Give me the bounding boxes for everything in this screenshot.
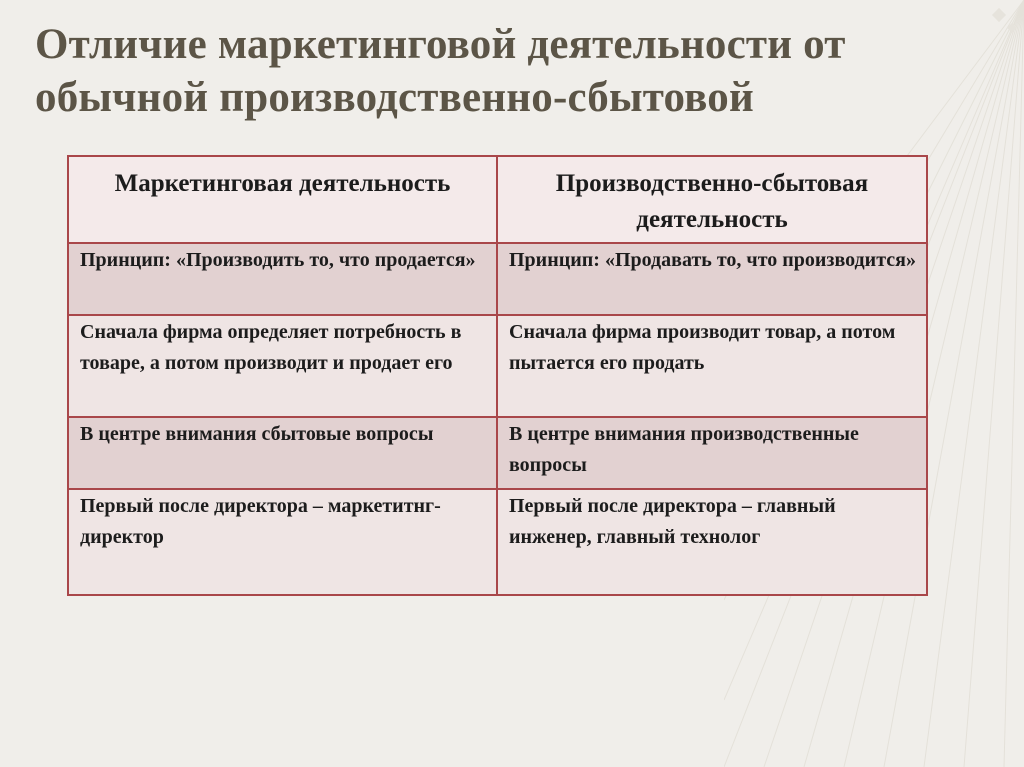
cell-sequence-production: Сначала фирма производит товар, а потом пытается его продать [497, 315, 927, 417]
cell-principle-production: Принцип: «Продавать то, что производится» [497, 243, 927, 315]
slide-title-line-1: Отличие маркетинговой деятельности от [35, 21, 846, 68]
cell-focus-marketing: В центре внимания сбытовые вопросы [68, 417, 497, 489]
slide-title-line-2: обычной производственно-сбытовой [35, 74, 754, 121]
table-row-leader [68, 489, 927, 595]
table-row-principle [68, 243, 927, 315]
cell-principle-marketing: Принцип: «Производить то, что продается» [68, 243, 497, 315]
cell-sequence-marketing: Сначала фирма определяет потребность в товаре, а потом производит и продает его [68, 315, 497, 417]
table-header-row [68, 156, 927, 243]
header-production-sales: Производственно-сбытовая деятельность [497, 156, 927, 243]
cell-focus-production: В центре внимания производственные вопросы [497, 417, 927, 489]
cell-leader-production: Первый после директора – главный инженер, главный технолог [497, 489, 927, 595]
cell-leader-marketing: Первый после директора – маркетитнг-директор [68, 489, 497, 595]
comparison-table [67, 155, 928, 596]
table-row-focus [68, 417, 927, 489]
header-marketing: Маркетинговая деятельность [68, 156, 497, 243]
table-row-sequence [68, 315, 927, 417]
slide-title [35, 18, 995, 124]
